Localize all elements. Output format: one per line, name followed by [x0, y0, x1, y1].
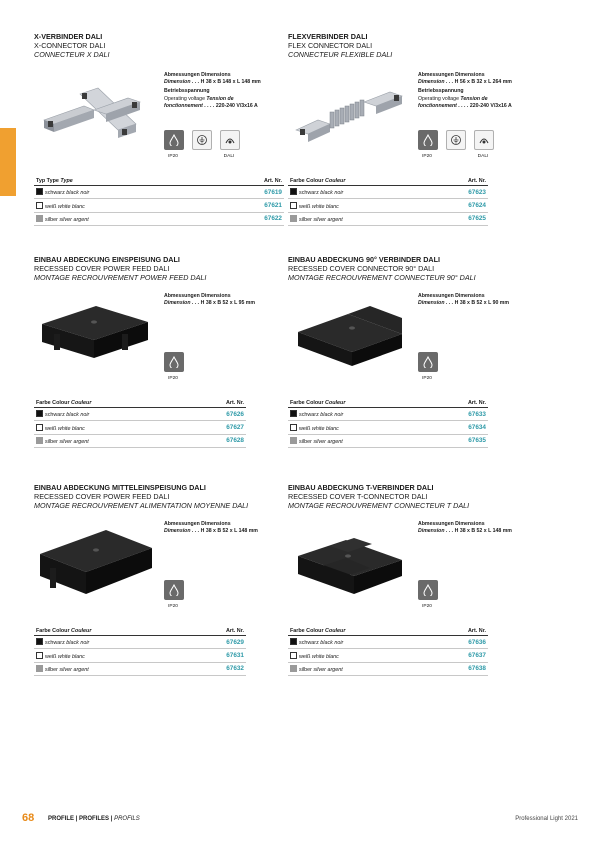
dims-line: Dimension . . . H 38 x B 52 x L 148 mm [418, 528, 512, 535]
table-row: weiß white blanc 67624 [288, 199, 488, 212]
table-row: schwarz black noir 67629 [34, 636, 246, 649]
table-row: weiß white blanc 67637 [288, 649, 488, 662]
section-subtitle: RECESSED COVER CONNECTOR 90° DALI [288, 264, 435, 273]
dims-label: Abmessungen Dimensions [164, 521, 231, 527]
table-row: silber silver argent 67635 [288, 434, 488, 447]
specs-block [164, 521, 294, 535]
product-photo-x-connector [36, 84, 146, 154]
section-subtitle-fr: MONTAGE RECROUVREMENT ALIMENTATION MOYENNE DALI [34, 501, 249, 510]
icon-label-protection [445, 154, 465, 159]
specs-block [418, 521, 548, 535]
product-section-recessed-middle-feed [34, 483, 284, 510]
variants-table [288, 176, 488, 226]
col-colour: Farbe Colour Couleur [34, 398, 189, 408]
feature-icons [418, 130, 494, 150]
col-colour: Farbe Colour Couleur [34, 626, 189, 636]
dims-label: Abmessungen Dimensions [418, 521, 485, 527]
icon-label-ip20: IP20 [422, 154, 432, 159]
section-title: EINBAU ABDECKUNG T-VERBINDER DALI [288, 483, 434, 492]
section-title: FLEXVERBINDER DALI [288, 32, 368, 41]
col-art-nr: Art. Nr. [434, 626, 488, 636]
voltage-line-2: fonctionnement . . . . 220-240 V/3x16 A [418, 102, 512, 109]
ip20-drop-icon [164, 580, 184, 600]
ip20-drop-icon [164, 352, 184, 372]
page-number: 68 [22, 812, 35, 824]
feature-icons [164, 352, 184, 372]
breadcrumb: PROFILE | PROFILES | PROFILS [48, 816, 140, 822]
col-type: Typ Type Type [34, 176, 215, 186]
table-row: schwarz black noir 67623 [288, 186, 488, 199]
dims-line: Dimension . . . H 38 x B 148 x L 148 mm [164, 79, 261, 86]
voltage-line-2: fonctionnement . . . . 220-240 V/3x16 A [164, 102, 258, 109]
feature-icons [164, 580, 184, 600]
section-subtitle-fr: CONNECTEUR X DALI [34, 50, 110, 59]
product-photo-recessed-90-connector [292, 300, 408, 370]
product-section-recessed-power-feed [34, 255, 284, 282]
product-photo-recessed-middle-feed [36, 522, 156, 602]
voltage-label: Betriebsspannung [164, 88, 210, 95]
product-section-flex-connector [288, 32, 538, 59]
table-row: silber silver argent 67625 [288, 212, 488, 225]
feature-icons [164, 130, 240, 150]
dims-line: Dimension . . . H 38 x B 52 x L 95 mm [164, 300, 256, 307]
dims-line: Dimension . . . H 56 x B 32 x L 264 mm [418, 79, 512, 86]
table-row: silber silver argent 67622 [34, 212, 284, 225]
product-section-recessed-t-connector [288, 483, 538, 510]
section-title: EINBAU ABDECKUNG EINSPEISUNG DALI [34, 255, 180, 264]
product-section-x-connector [34, 32, 284, 59]
variants-table [34, 176, 284, 226]
brand-label: Professional Light 2021 [515, 816, 578, 822]
col-colour: Farbe Colour Couleur [288, 176, 434, 186]
table-row: weiß white blanc 67634 [288, 421, 488, 434]
product-photo-flex-connector [290, 86, 410, 146]
section-subtitle-fr: CONNECTEUR FLEXIBLE DALI [288, 50, 393, 59]
dims-line: Dimension . . . H 38 x B 52 x L 90 mm [418, 300, 510, 307]
variants-table [34, 398, 246, 448]
col-art-nr: Art. Nr. [189, 626, 246, 636]
section-subtitle: X-CONNECTOR DALI [34, 41, 106, 50]
product-section-recessed-90-connector [288, 255, 538, 282]
table-row: weiß white blanc 67627 [34, 421, 246, 434]
section-title: EINBAU ABDECKUNG 90° VERBINDER DALI [288, 255, 440, 264]
icon-labels [163, 376, 183, 381]
col-art-nr: Art. Nr. [434, 398, 488, 408]
dims-label: Abmessungen Dimensions [418, 293, 485, 299]
table-row: schwarz black noir 67626 [34, 408, 246, 421]
icon-label-ip20: IP20 [168, 604, 178, 609]
specs-block [418, 293, 548, 307]
section-subtitle-fr: MONTAGE RECROUVREMENT CONNECTEUR 90° DALI [288, 273, 476, 282]
col-art-nr: Art. Nr. [189, 398, 246, 408]
table-row: silber silver argent 67632 [34, 662, 246, 675]
protection-class-icon [192, 130, 212, 150]
section-subtitle-fr: MONTAGE RECROUVREMENT POWER FEED DALI [34, 273, 207, 282]
icon-labels [163, 604, 183, 609]
product-photo-recessed-power-feed [36, 300, 156, 370]
section-subtitle: RECESSED COVER T-CONNECTOR DALI [288, 492, 428, 501]
section-subtitle: RECESSED COVER POWER FEED DALI [34, 264, 170, 273]
specs-block [164, 293, 294, 307]
feature-icons [418, 352, 438, 372]
specs-block [164, 72, 294, 110]
section-subtitle: RECESSED COVER POWER FEED DALI [34, 492, 170, 501]
dims-label: Abmessungen Dimensions [164, 293, 231, 299]
voltage-line-1: Operating voltage Tension de [418, 95, 488, 102]
icon-labels [417, 154, 493, 159]
section-title: X-VERBINDER DALI [34, 32, 103, 41]
dims-label: Abmessungen Dimensions [418, 72, 485, 78]
dims-label: Abmessungen Dimensions [164, 72, 231, 78]
icon-label-dali: DALI [223, 154, 235, 159]
dali-icon [474, 130, 494, 150]
table-row: weiß white blanc 67621 [34, 199, 284, 212]
section-subtitle: FLEX CONNECTOR DALI [288, 41, 373, 50]
dali-icon [220, 130, 240, 150]
specs-block [418, 72, 548, 110]
section-subtitle-fr: MONTAGE RECROUVREMENT CONNECTEUR T DALI [288, 501, 470, 510]
table-row: schwarz black noir 67619 [34, 186, 284, 199]
icon-labels [163, 154, 239, 159]
ip20-drop-icon [418, 352, 438, 372]
section-title: EINBAU ABDECKUNG MITTELEINSPEISUNG DALI [34, 483, 206, 492]
table-row: silber silver argent 67638 [288, 662, 488, 675]
icon-labels [417, 376, 437, 381]
icon-label-ip20: IP20 [168, 376, 178, 381]
table-row: schwarz black noir 67633 [288, 408, 488, 421]
table-row: weiß white blanc 67631 [34, 649, 246, 662]
col-art-nr: Art. Nr. [215, 176, 284, 186]
col-art-nr: Art. Nr. [434, 176, 488, 186]
voltage-label: Betriebsspannung [418, 88, 464, 95]
protection-class-icon [446, 130, 466, 150]
ip20-drop-icon [164, 130, 184, 150]
icon-label-ip20: IP20 [422, 604, 432, 609]
variants-table [288, 398, 488, 448]
voltage-line-1: Operating voltage Tension de [164, 95, 234, 102]
feature-icons [418, 580, 438, 600]
table-row: schwarz black noir 67636 [288, 636, 488, 649]
col-colour: Farbe Colour Couleur [288, 626, 434, 636]
icon-label-protection [191, 154, 211, 159]
chapter-tab [0, 128, 16, 196]
icon-label-ip20: IP20 [422, 376, 432, 381]
dims-line: Dimension . . . H 38 x B 52 x L 148 mm [164, 528, 258, 535]
table-row: silber silver argent 67628 [34, 434, 246, 447]
variants-table [288, 626, 488, 676]
icon-labels [417, 604, 437, 609]
ip20-drop-icon [418, 130, 438, 150]
ip20-drop-icon [418, 580, 438, 600]
col-colour: Farbe Colour Couleur [288, 398, 434, 408]
product-photo-recessed-t-connector [292, 526, 408, 602]
icon-label-ip20: IP20 [168, 154, 178, 159]
variants-table [34, 626, 246, 676]
icon-label-dali: DALI [477, 154, 489, 159]
